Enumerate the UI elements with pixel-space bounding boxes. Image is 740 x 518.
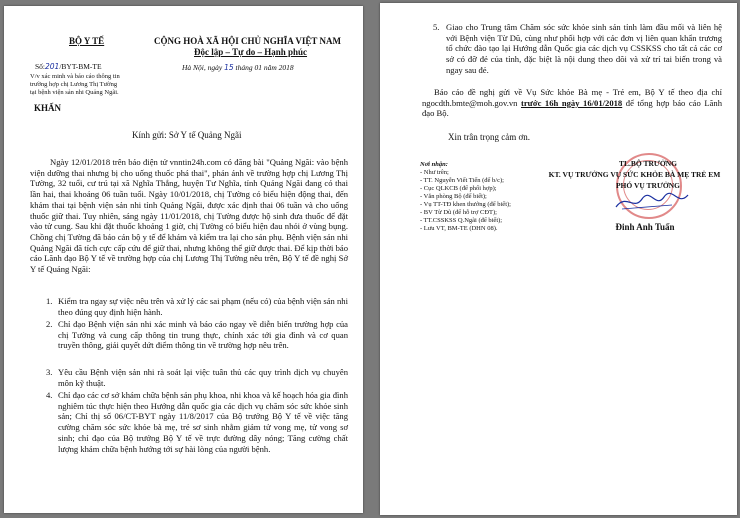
item-2-number: 2. [46,319,53,329]
handwritten-signature [612,189,692,215]
doc-number-suffix: /BYT-BM-TE [59,62,102,71]
signature-title-1: TL.BỘ TRƯỞNG [619,159,677,168]
recipient-line: Kính gửi: Sở Y tế Quảng Ngãi [132,130,242,140]
doc-number-handwritten: 201 [45,62,60,71]
date-day-handwritten: 15 [224,63,234,72]
recipient-item: - Cục QLKCB (để phối hợp); [420,185,497,192]
signature-title-2: KT. VỤ TRƯỞNG VỤ SỨC KHỎE BÀ MẸ TRẺ EM [548,170,721,179]
report-purpose: để tổng hợp báo cáo Lãnh đạo Bộ. [422,97,722,119]
report-address: Báo cáo đề nghị gửi về Vụ Sức khỏe Bà mẹ - Trẻ em, Bộ Y tế theo địa chỉ ngocdth.bmte@moh.gov.vn [422,87,722,108]
subject-line-1: V/v xác minh và báo cáo thông tin [30,73,120,80]
report-deadline: trước 16h ngày 16/01/2018 [520,97,623,108]
item-5-text: Giao cho Trung tâm Chăm sóc sức khỏe sinh sản tỉnh làm đầu mối và liên hệ với Bệnh viện Từ Dũ, cùng như phối hợp với các đơn vị liên quan khẩn trương tổ chức đào tạo lại Hướng dẫn Quốc gia các dịch vụ CSSKSS cho tất cả các cơ sở có đỡ đẻ của tỉnh, đặc biệt là nội dung theo dõi và xử trí tai biến trong và ngay sau đẻ. [446,22,722,75]
national-motto: Độc lập – Tự do – Hạnh phúc [194,47,308,57]
recipient-item: - BV Từ Dũ (để hỗ trợ CĐT); [420,209,497,216]
recipients-title: Nơi nhận: [420,161,448,168]
item-4-number: 4. [46,390,53,400]
recipient-item: - Lưu VT, BM-TE (DHN 08). [420,225,498,232]
document-number [35,62,102,71]
subject-line-3: tại bệnh viện sản nhi Quảng Ngãi. [30,89,119,96]
document-page-2 [380,3,737,515]
urgency-label: KHẨN [34,103,61,113]
issue-date [182,63,294,72]
doc-number-prefix: Số: [35,62,46,71]
subject-line-2: trường hợp chị Lương Thị Tường [30,81,118,88]
body-paragraph: Ngày 12/01/2018 trên báo điện tử vnntin24h.com có đăng bài "Quảng Ngãi: vào bệnh viện dưỡng thai nhưng bị cho uống thuốc phá thai", phản ánh về trường hợp chị Lương Thị Tường, 32 tuổi, cư trú tại xã Nghĩa Thắng, huyện Tư Nghĩa, tỉnh Quảng Ngãi đang có thai lần hai, thai khoảng 06 tuần tuổi. Ngày 10/01/2018, chị Tường có biểu hiện động thai, đến khám thai tại bệnh viện sản nhi tỉnh Quảng Ngãi, được xác định thai 06 tuần và cho uống thuốc giữ thai. Tuy nhiên, sáng ngày 11/01/2018, chị Tường được hộ sinh đưa thuốc để đặt vào tử cung. Sau khi đặt thuốc khoảng 1 giờ, chị Tường có biểu hiện đau nhói ở vùng bụng. Chồng chị Tường đã báo cán bộ y tế để khám và kiểm tra lại cho sản phụ. Bệnh viện sản nhi Quảng Ngãi đã tích cực cấp cứu để giữ thai, nhưng không thể giữ được thai. Để kịp thời báo cáo Lãnh đạo Bộ Y tế về trường hợp của chị Lương Thị Tường nêu trên, Bộ Y tế đề nghị Sở Y tế Quảng Ngãi: [30,157,348,275]
document-page-1 [4,6,363,513]
recipient-item: - TT. Nguyễn Viết Tiến (để b/c); [420,177,504,184]
recipient-item: - Vụ TT-TĐ khen thưởng (để biết); [420,201,511,208]
item-5-number: 5. [433,22,440,32]
recipient-item: - TT.CSSKSS Q.Ngãi (để biết); [420,217,503,224]
item-3-text: Yêu cầu Bệnh viện sản nhi rà soát lại việc tuân thủ các quy trình dịch vụ chuyên môn kỹ thuật. [58,367,348,388]
date-prefix: Hà Nội, ngày [182,63,223,72]
report-instruction [422,87,722,119]
recipient-item: - Như trên; [420,169,449,176]
recipient-item: - Văn phòng Bộ (để biết); [420,193,487,200]
closing-thanks: Xin trân trọng cảm ơn. [448,132,530,142]
item-3-number: 3. [46,367,53,377]
item-4-text: Chỉ đạo các cơ sở khám chữa bệnh sản phụ khoa, nhi khoa và kế hoạch hóa gia đình nghiêm túc thực hiện theo Hướng dẫn quốc gia các dịch vụ chăm sóc sức khỏe sinh sản; Chỉ thị số 06/CT-BYT ngày 11/8/2017 của Bộ trưởng Bộ Y tế về việc tăng cường chăm sóc sức khỏe bà mẹ, trẻ sơ sinh nhằm giảm tử vong mẹ, tử vong sơ sinh; chỉ đạo của Bộ trưởng Bộ Y tế về trực đường dây nóng; Tăng cường chất lượng khám chữa bệnh hướng tới sự hài lòng của người bệnh. [58,390,348,454]
date-suffix: tháng 01 năm 2018 [235,63,294,72]
signer-name: Đinh Anh Tuấn [615,222,675,232]
signature-title-3: PHÓ VỤ TRƯỞNG [615,181,681,190]
item-1-text: Kiểm tra ngay sự việc nêu trên và xử lý các sai phạm (nếu có) của bệnh viện sản nhi theo đúng quy định hiện hành. [58,296,348,317]
ministry-name: BỘ Y TẾ [69,36,105,46]
national-title: CỘNG HOÀ XÃ HỘI CHỦ NGHĨA VIỆT NAM [154,36,341,46]
item-2-text: Chỉ đạo Bệnh viện sản nhi xác minh và báo cáo ngay về diễn biến trường hợp của chị Tường và cung cấp thông tin trung thực, chính xác tới gia đình và cơ quan truyền thông, giải quyết dứt điểm thông tin về trường hợp nêu trên. [58,319,348,351]
item-1-number: 1. [46,296,53,306]
